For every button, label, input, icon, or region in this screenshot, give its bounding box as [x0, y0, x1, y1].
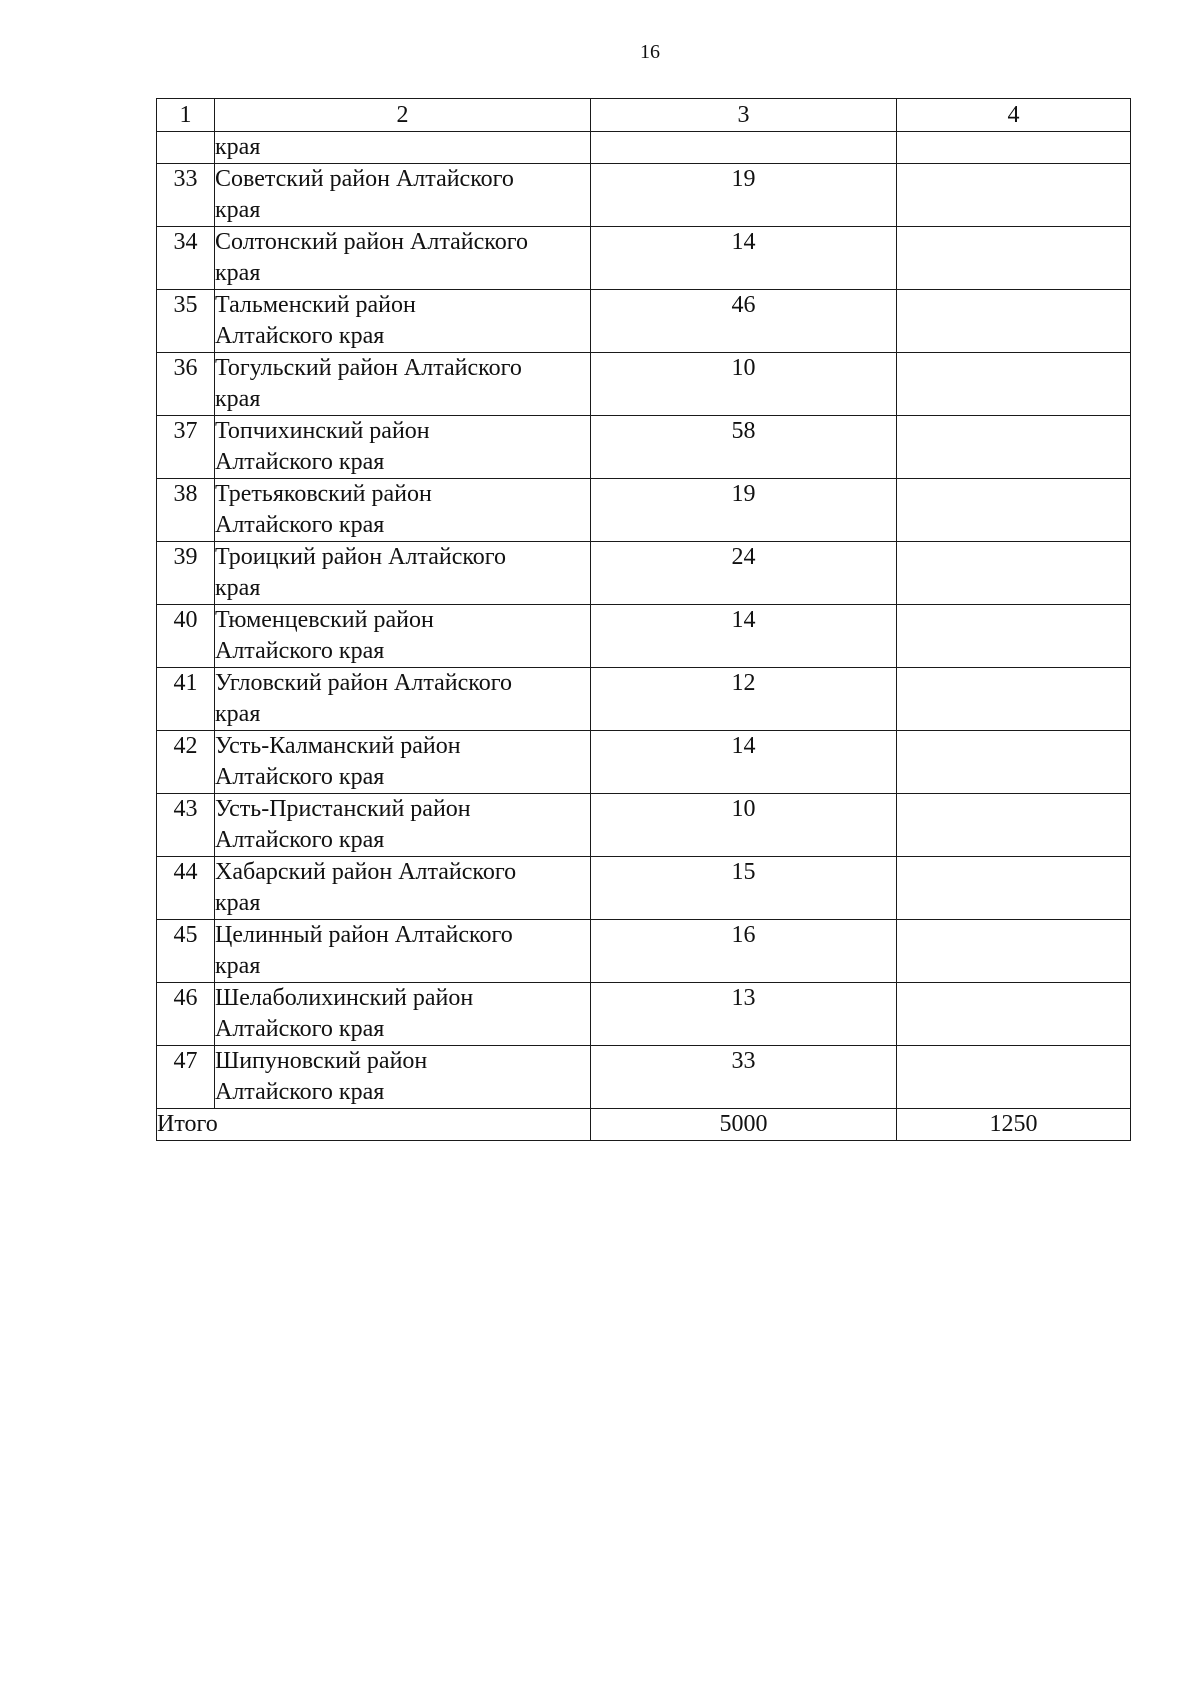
quantity-cell: 14 — [591, 731, 897, 794]
quantity-cell: 14 — [591, 227, 897, 290]
total-label: Итого — [157, 1109, 591, 1141]
district-name-cell — [215, 416, 591, 479]
row-number-cell: 37 — [157, 416, 215, 479]
district-name-line1: Солтонский район Алтайского — [215, 229, 528, 255]
district-name-cell — [215, 1046, 591, 1109]
district-name-cell — [215, 794, 591, 857]
row-number-cell: 42 — [157, 731, 215, 794]
district-name-line2: Алтайского края — [215, 512, 385, 538]
district-name-line1: Тогульский район Алтайского — [215, 355, 522, 381]
quantity-cell: 33 — [591, 1046, 897, 1109]
table-row — [157, 416, 1131, 479]
column-header-1: 1 — [157, 99, 215, 132]
row-number-cell: 35 — [157, 290, 215, 353]
row-number-cell: 34 — [157, 227, 215, 290]
quantity-cell: 19 — [591, 479, 897, 542]
district-name-line2: Алтайского края — [215, 323, 385, 349]
table-header-row — [157, 99, 1131, 132]
quantity-cell: 13 — [591, 983, 897, 1046]
quantity-cell: 16 — [591, 920, 897, 983]
allocation-table — [156, 98, 1131, 1141]
district-name-line1: Угловский район Алтайского — [215, 670, 512, 696]
district-name-line1: Хабарский район Алтайского — [215, 859, 517, 885]
extra-cell — [897, 920, 1131, 983]
continuation-extra-cell — [897, 132, 1131, 164]
quantity-cell: 24 — [591, 542, 897, 605]
total-extra: 1250 — [897, 1109, 1131, 1141]
extra-cell — [897, 794, 1131, 857]
district-name-cell — [215, 542, 591, 605]
row-number-cell: 33 — [157, 164, 215, 227]
table-row — [157, 983, 1131, 1046]
district-name-line2: Алтайского края — [215, 827, 385, 853]
table-row — [157, 1046, 1131, 1109]
table-row — [157, 857, 1131, 920]
quantity-cell: 10 — [591, 794, 897, 857]
quantity-cell: 10 — [591, 353, 897, 416]
district-name-line2: края — [215, 260, 261, 286]
table-row — [157, 290, 1131, 353]
district-name-cell — [215, 227, 591, 290]
table-row — [157, 794, 1131, 857]
extra-cell — [897, 857, 1131, 920]
continuation-qty-cell — [591, 132, 897, 164]
page-number: 16 — [640, 41, 660, 63]
extra-cell — [897, 1046, 1131, 1109]
district-name-line2: Алтайского края — [215, 1016, 385, 1042]
row-number-cell: 36 — [157, 353, 215, 416]
quantity-cell: 14 — [591, 605, 897, 668]
table-row — [157, 164, 1131, 227]
column-header-4: 4 — [897, 99, 1131, 132]
district-name-line1: Шипуновский район — [215, 1048, 428, 1074]
district-name-line2: Алтайского края — [215, 764, 385, 790]
row-number-cell: 39 — [157, 542, 215, 605]
district-name-line2: Алтайского края — [215, 449, 385, 475]
row-number-cell: 46 — [157, 983, 215, 1046]
district-name-line1: Целинный район Алтайского — [215, 922, 513, 948]
quantity-cell: 46 — [591, 290, 897, 353]
total-quantity: 5000 — [591, 1109, 897, 1141]
table-row — [157, 479, 1131, 542]
district-name-line1: Топчихинский район — [215, 418, 430, 444]
table-row — [157, 731, 1131, 794]
table-row — [157, 542, 1131, 605]
quantity-cell: 58 — [591, 416, 897, 479]
quantity-cell: 19 — [591, 164, 897, 227]
total-row — [157, 1109, 1131, 1141]
district-name-line1: Советский район Алтайского — [215, 166, 514, 192]
district-name-cell — [215, 479, 591, 542]
table-row — [157, 668, 1131, 731]
district-name-line2: Алтайского края — [215, 638, 385, 664]
column-header-2: 2 — [215, 99, 591, 132]
extra-cell — [897, 416, 1131, 479]
district-name-line2: Алтайского края — [215, 1079, 385, 1105]
district-name-cell — [215, 668, 591, 731]
table-row — [157, 353, 1131, 416]
district-name-line1: Усть-Калманский район — [215, 733, 461, 759]
district-name-cell — [215, 353, 591, 416]
table-row — [157, 920, 1131, 983]
district-name-line1: Третьяковский район — [215, 481, 432, 507]
district-name-cell — [215, 983, 591, 1046]
extra-cell — [897, 164, 1131, 227]
extra-cell — [897, 542, 1131, 605]
district-name-line1: Шелаболихинский район — [215, 985, 474, 1011]
district-name-line2: края — [215, 197, 261, 223]
column-header-3: 3 — [591, 99, 897, 132]
district-name-cell — [215, 605, 591, 668]
district-name-cell — [215, 731, 591, 794]
extra-cell — [897, 731, 1131, 794]
district-name-line2: края — [215, 890, 261, 916]
district-name-cell — [215, 857, 591, 920]
district-name-line2: края — [215, 575, 261, 601]
quantity-cell: 12 — [591, 668, 897, 731]
district-name-cell — [215, 290, 591, 353]
table-row — [157, 227, 1131, 290]
district-name-line1: Усть-Пристанский район — [215, 796, 471, 822]
extra-cell — [897, 605, 1131, 668]
row-number-cell: 47 — [157, 1046, 215, 1109]
district-name-cell — [215, 920, 591, 983]
district-name-line2: края — [215, 386, 261, 412]
extra-cell — [897, 353, 1131, 416]
continuation-num-cell — [157, 132, 215, 164]
table-row — [157, 605, 1131, 668]
extra-cell — [897, 227, 1131, 290]
extra-cell — [897, 668, 1131, 731]
district-name-line1: Тальменский район — [215, 292, 416, 318]
district-name-line2: края — [215, 953, 261, 979]
row-number-cell: 44 — [157, 857, 215, 920]
district-name-line2: края — [215, 701, 261, 727]
continuation-row — [157, 132, 1131, 164]
row-number-cell: 45 — [157, 920, 215, 983]
district-name-line1: Тюменцевский район — [215, 607, 434, 633]
district-name-cell — [215, 164, 591, 227]
extra-cell — [897, 479, 1131, 542]
quantity-cell: 15 — [591, 857, 897, 920]
row-number-cell: 43 — [157, 794, 215, 857]
table-body — [157, 99, 1131, 1141]
continuation-name-cell: края — [215, 132, 591, 164]
row-number-cell: 41 — [157, 668, 215, 731]
extra-cell — [897, 290, 1131, 353]
row-number-cell: 40 — [157, 605, 215, 668]
extra-cell — [897, 983, 1131, 1046]
district-name-line1: Троицкий район Алтайского — [215, 544, 507, 570]
row-number-cell: 38 — [157, 479, 215, 542]
